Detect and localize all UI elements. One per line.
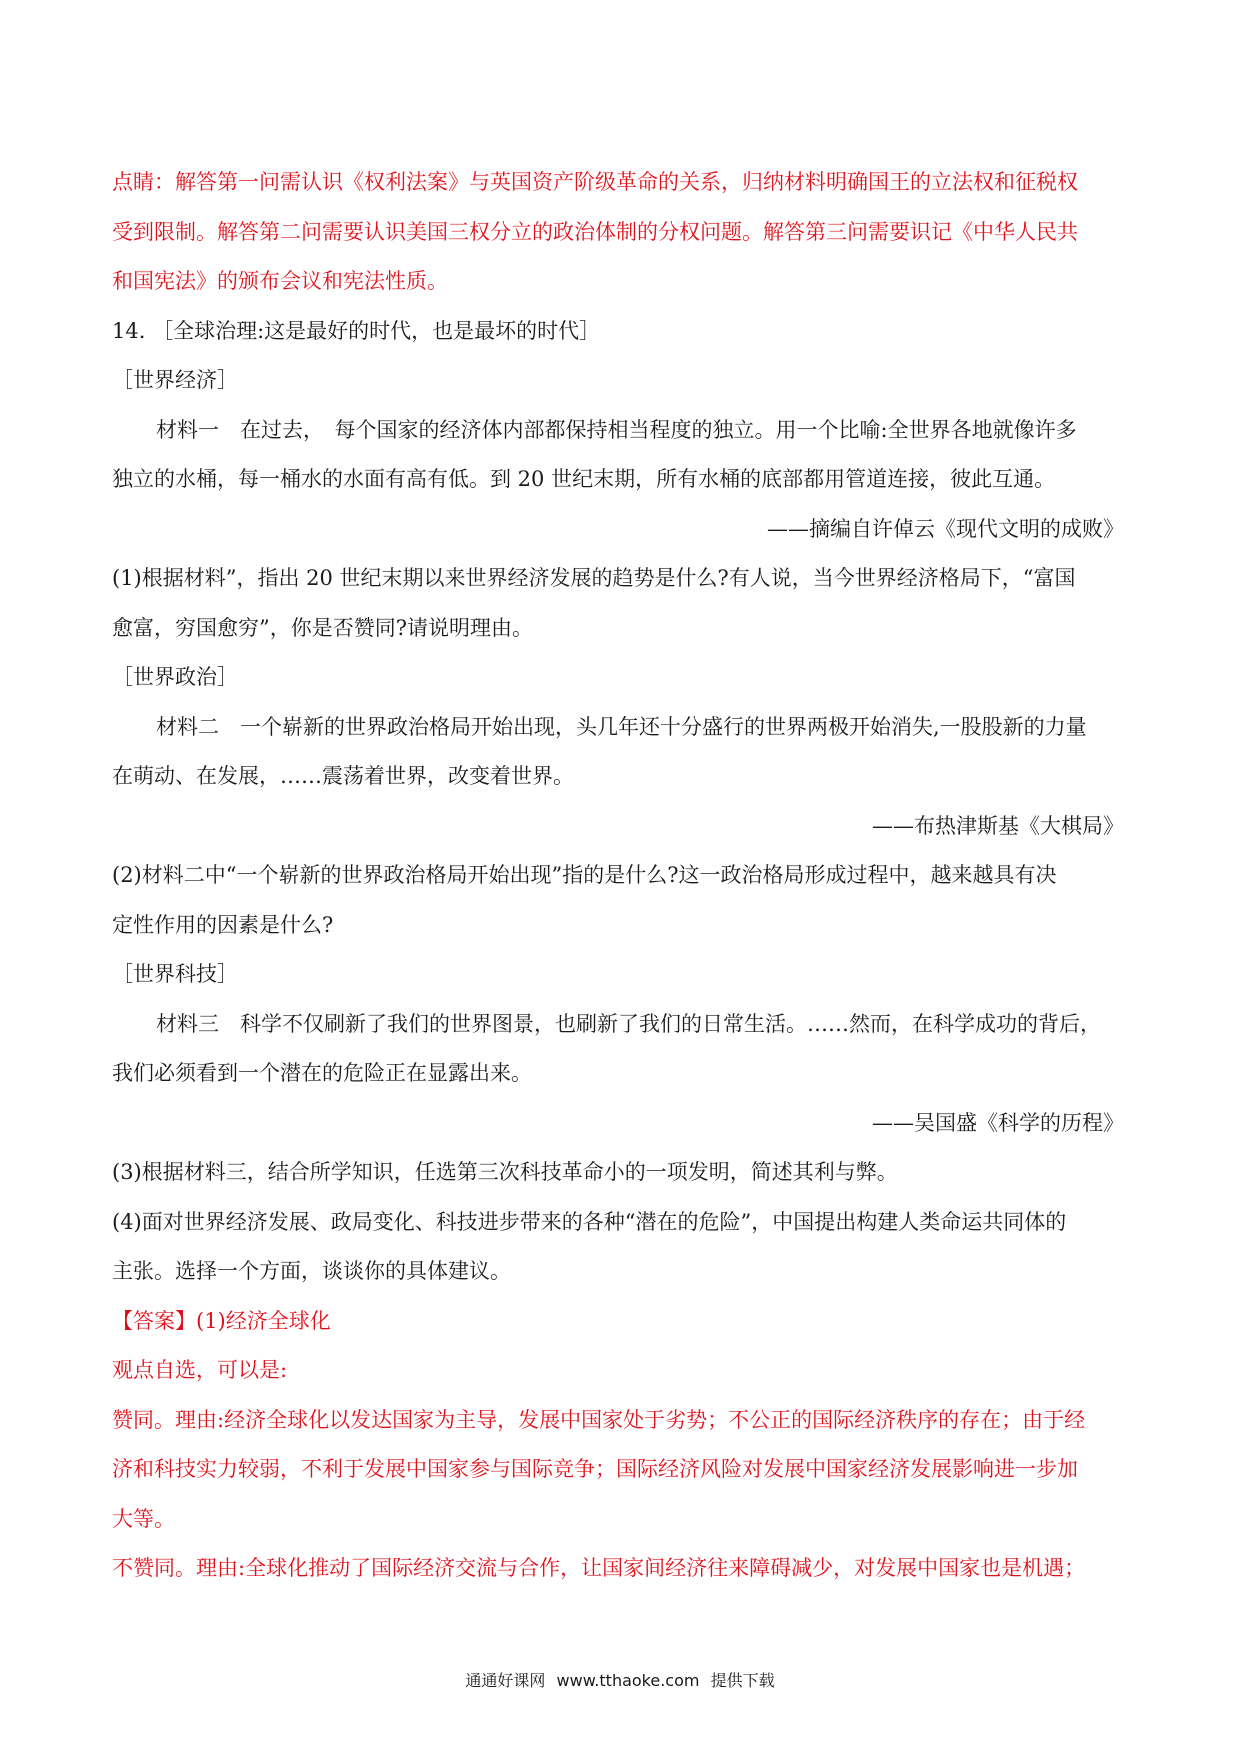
- page-footer: [0, 1668, 1240, 1691]
- material-one-line-2: 独立的水桶，每一桶水的水面有高有低。到 20 世纪末期，所有水桶的底部都用管道连接，彼此互通。: [112, 467, 1056, 491]
- material-two-line-1: 材料二 一个崭新的世界政治格局开始出现，头几年还十分盛行的世界两极开始消失,一股股新的力量: [156, 714, 1087, 739]
- note-line-3: 和国宪法》的颁布会议和宪法性质。: [112, 269, 448, 293]
- note-line-1: 点睛：解答第一问需认识《权利法案》与英国资产阶级革命的关系，归纳材料明确国王的立法权和征税权: [112, 170, 1078, 194]
- material-one-source: ——摘编自许倬云《现代文明的成败》: [767, 516, 1124, 541]
- material-three-line-2: 我们必须看到一个潜在的危险正在显露出来。: [112, 1061, 532, 1085]
- footer-action: 提供下载: [710, 1671, 775, 1690]
- answer-label: 【答案】: [112, 1308, 196, 1333]
- footer-site-name: 通通好课网: [465, 1671, 546, 1690]
- section-heading-politics: ［世界政治］: [112, 665, 238, 689]
- answer-line-4: 济和科技实力较弱，不利于发展中国家参与国际竞争；国际经济风险对发展中国家经济发展影响进一步加: [112, 1457, 1078, 1481]
- answer-line-3: 赞同。理由:经济全球化以发达国家为主导，发展中国家处于劣势；不公正的国际经济秩序的存在；由于经: [112, 1407, 1086, 1432]
- question-1-line-1: (1)根据材料”，指出 20 世纪末期以来世界经济发展的趋势是什么?有人说，当今世界经济格局下，“富国: [112, 566, 1076, 590]
- answer-first-line: [112, 1297, 1130, 1347]
- note-line-2: 受到限制。解答第二问需要认识美国三权分立的政治体制的分权问题。解答第三问需要识记《中华人民共: [112, 219, 1078, 244]
- question-2-line-2: 定性作用的因素是什么?: [112, 912, 334, 937]
- question-1-line-2: 愈富，穷国愈穷”，你是否赞同?请说明理由。: [112, 615, 533, 640]
- material-two-line-2: 在萌动、在发展，……震荡着世界，改变着世界。: [112, 764, 574, 788]
- section-heading-technology: ［世界科技］: [112, 962, 238, 986]
- question-3: (3)根据材料三，结合所学知识，任选第三次科技革命小的一项发明，简述其利与弊。: [112, 1160, 898, 1184]
- answer-line-6: 不赞同。理由:全球化推动了国际经济交流与合作，让国家间经济往来障碍减少，对发展中国家也是机遇；: [112, 1556, 1086, 1580]
- question-4-line-2: 主张。选择一个方面，谈谈你的具体建议。: [112, 1259, 511, 1283]
- section-heading-economy: ［世界经济］: [112, 368, 238, 392]
- footer-url-link[interactable]: www.tthaoke.com: [556, 1671, 700, 1690]
- answer-line-5: 大等。: [112, 1506, 175, 1531]
- material-three-source: ——吴国盛《科学的历程》: [872, 1110, 1124, 1135]
- question-title: 14. ［全球治理:这是最好的时代，也是最坏的时代］: [112, 318, 601, 343]
- answer-part-1: (1)经济全球化: [196, 1308, 331, 1333]
- material-one-line-1: 材料一 在过去， 每个国家的经济体内部都保持相当程度的独立。用一个比喻:全世界各地就像许多: [156, 417, 1077, 442]
- question-2-line-1: (2)材料二中“一个崭新的世界政治格局开始出现”指的是什么?这一政治格局形成过程中，越来越具有决: [112, 863, 1057, 887]
- material-three-line-1: 材料三 科学不仅刷新了我们的世界图景，也刷新了我们的日常生活。……然而，在科学成功的背后，: [156, 1011, 1101, 1036]
- answer-line-2: 观点自选，可以是:: [112, 1358, 288, 1382]
- question-4-line-1: (4)面对世界经济发展、政局变化、科技进步带来的各种“潜在的危险”，中国提出构建人类命运共同体的: [112, 1209, 1067, 1234]
- material-two-source: ——布热津斯基《大棋局》: [872, 813, 1124, 838]
